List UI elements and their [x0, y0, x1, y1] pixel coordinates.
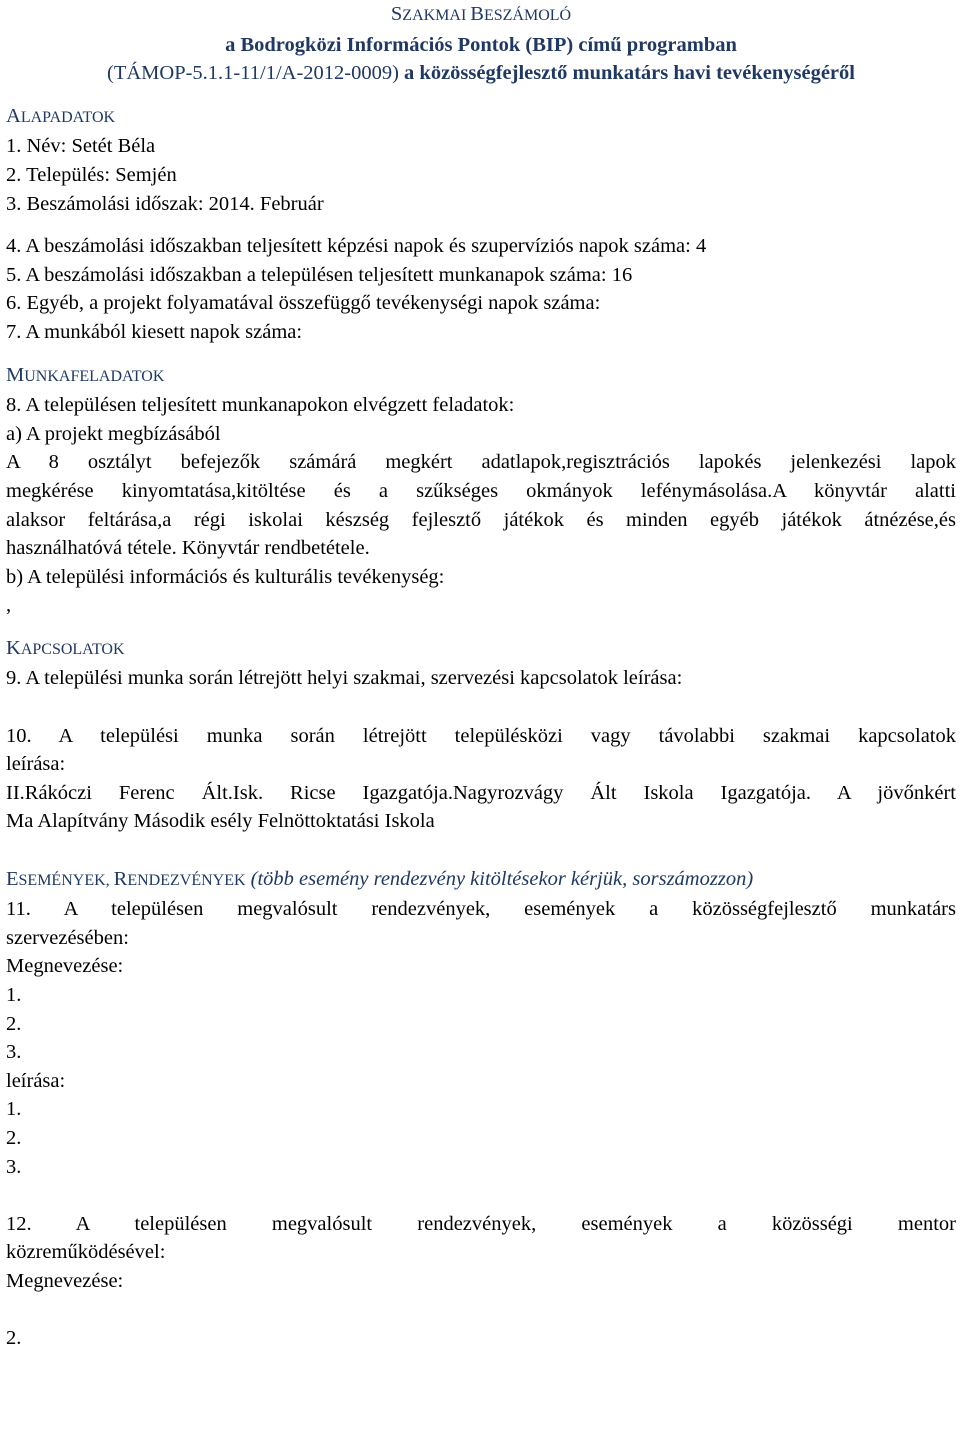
list-item: 2.: [6, 1327, 22, 1350]
answer-a-line: megkérése kinyomtatása,kitöltése és a szűkséges okmányok lefénymásolása.A könyvtár alatti: [6, 479, 956, 502]
section-heading-munkafeladatok: MUNKAFELADATOK: [6, 363, 165, 386]
question-11-cont: szervezésében:: [6, 926, 129, 949]
list-item: 3.: [6, 1155, 22, 1178]
report-header: [6, 0, 956, 88]
question-11: 11. A településen megvalósult rendezvények, események a közösségfejlesztő munkatárs: [6, 898, 956, 921]
question-9: 9. A települési munka során létrejött helyi szakmai, szervezési kapcsolatok leírása:: [6, 667, 683, 690]
question-8: 8. A településen teljesített munkanapokon elvégzett feladatok:: [6, 394, 515, 417]
answer-10-line: II.Rákóczi Ferenc Ált.Isk. Ricse Igazgatója.Nagyrozvágy Ált Iskola Igazgatója. A jövőnkért: [6, 781, 956, 804]
field-work-days: 5. A beszámolási időszakban a településen teljesített munkanapok száma: 16: [6, 263, 633, 286]
label-megnevezese-2: Megnevezése:: [6, 1269, 124, 1292]
field-name: 1. Név: Setét Béla: [6, 135, 156, 158]
list-item: 1.: [6, 1098, 22, 1121]
list-item: 3.: [6, 1041, 22, 1064]
list-item: 1.: [6, 984, 22, 1006]
document-page: [6, 0, 956, 1353]
subsection-b-label: b) A települési információs és kulturális tevékenység:: [6, 565, 445, 588]
section-heading-kapcsolatok: KAPCSOLATOK: [6, 636, 125, 659]
field-other-days: 6. Egyéb, a projekt folyamatával összefüggő tevékenységi napok száma:: [6, 292, 601, 315]
question-10: 10. A települési munka során létrejött településközi vagy távolabbi szakmai kapcsolatok: [6, 724, 956, 747]
answer-10-line: Ma Alapítvány Második esély Felnöttoktatási Iskola: [6, 810, 435, 833]
report-title: SZAKMAI BESZÁMOLÓ: [390, 3, 572, 25]
answer-a-line: használhatóvá tétele. Könyvtár rendbetétele.: [6, 537, 370, 560]
question-12-cont: közreműködésével:: [6, 1241, 166, 1264]
list-item: 2.: [6, 1126, 22, 1149]
report-program-line: a Bodrogközi Információs Pontok (BIP) című programban: [225, 33, 737, 56]
section-heading-esemenyek: ESEMÉNYEK, RENDEZVÉNYEK (több esemény rendezvény kitöltésekor kérjük, sorszámozzon): [6, 867, 754, 890]
question-12: 12. A településen megvalósult rendezvények, események a közösségi mentor: [6, 1212, 956, 1235]
section-heading-alapadatok: ALAPADATOK: [6, 104, 116, 127]
label-megnevezese: Megnevezése:: [6, 955, 124, 978]
subsection-a-label: a) A projekt megbízásából: [6, 422, 221, 445]
report-project-line: (TÁMOP-5.1.1-11/1/A-2012-0009) a közösségfejlesztő munkatárs havi tevékenységéről: [107, 62, 855, 85]
list-item: 2.: [6, 1012, 22, 1035]
label-leirasa: leírása:: [6, 1069, 66, 1092]
answer-a-line: A 8 osztályt befejezők számárá megkért adatlapok,regisztrációs lapokés jelenkezési lapok: [6, 451, 956, 474]
field-training-days: 4. A beszámolási időszakban teljesített képzési napok és szupervíziós napok száma: 4: [6, 235, 707, 258]
answer-b-value: ,: [6, 594, 12, 617]
question-10-cont: leírása:: [6, 753, 66, 776]
field-settlement: 2. Település: Semjén: [6, 163, 177, 186]
answer-a-line: alaksor feltárása,a régi iskolai készség fejlesztő játékok és minden egyéb játékok átnézése,és: [6, 508, 956, 531]
field-period: 3. Beszámolási időszak: 2014. Február: [6, 192, 324, 215]
field-missed-days: 7. A munkából kiesett napok száma:: [6, 320, 303, 343]
